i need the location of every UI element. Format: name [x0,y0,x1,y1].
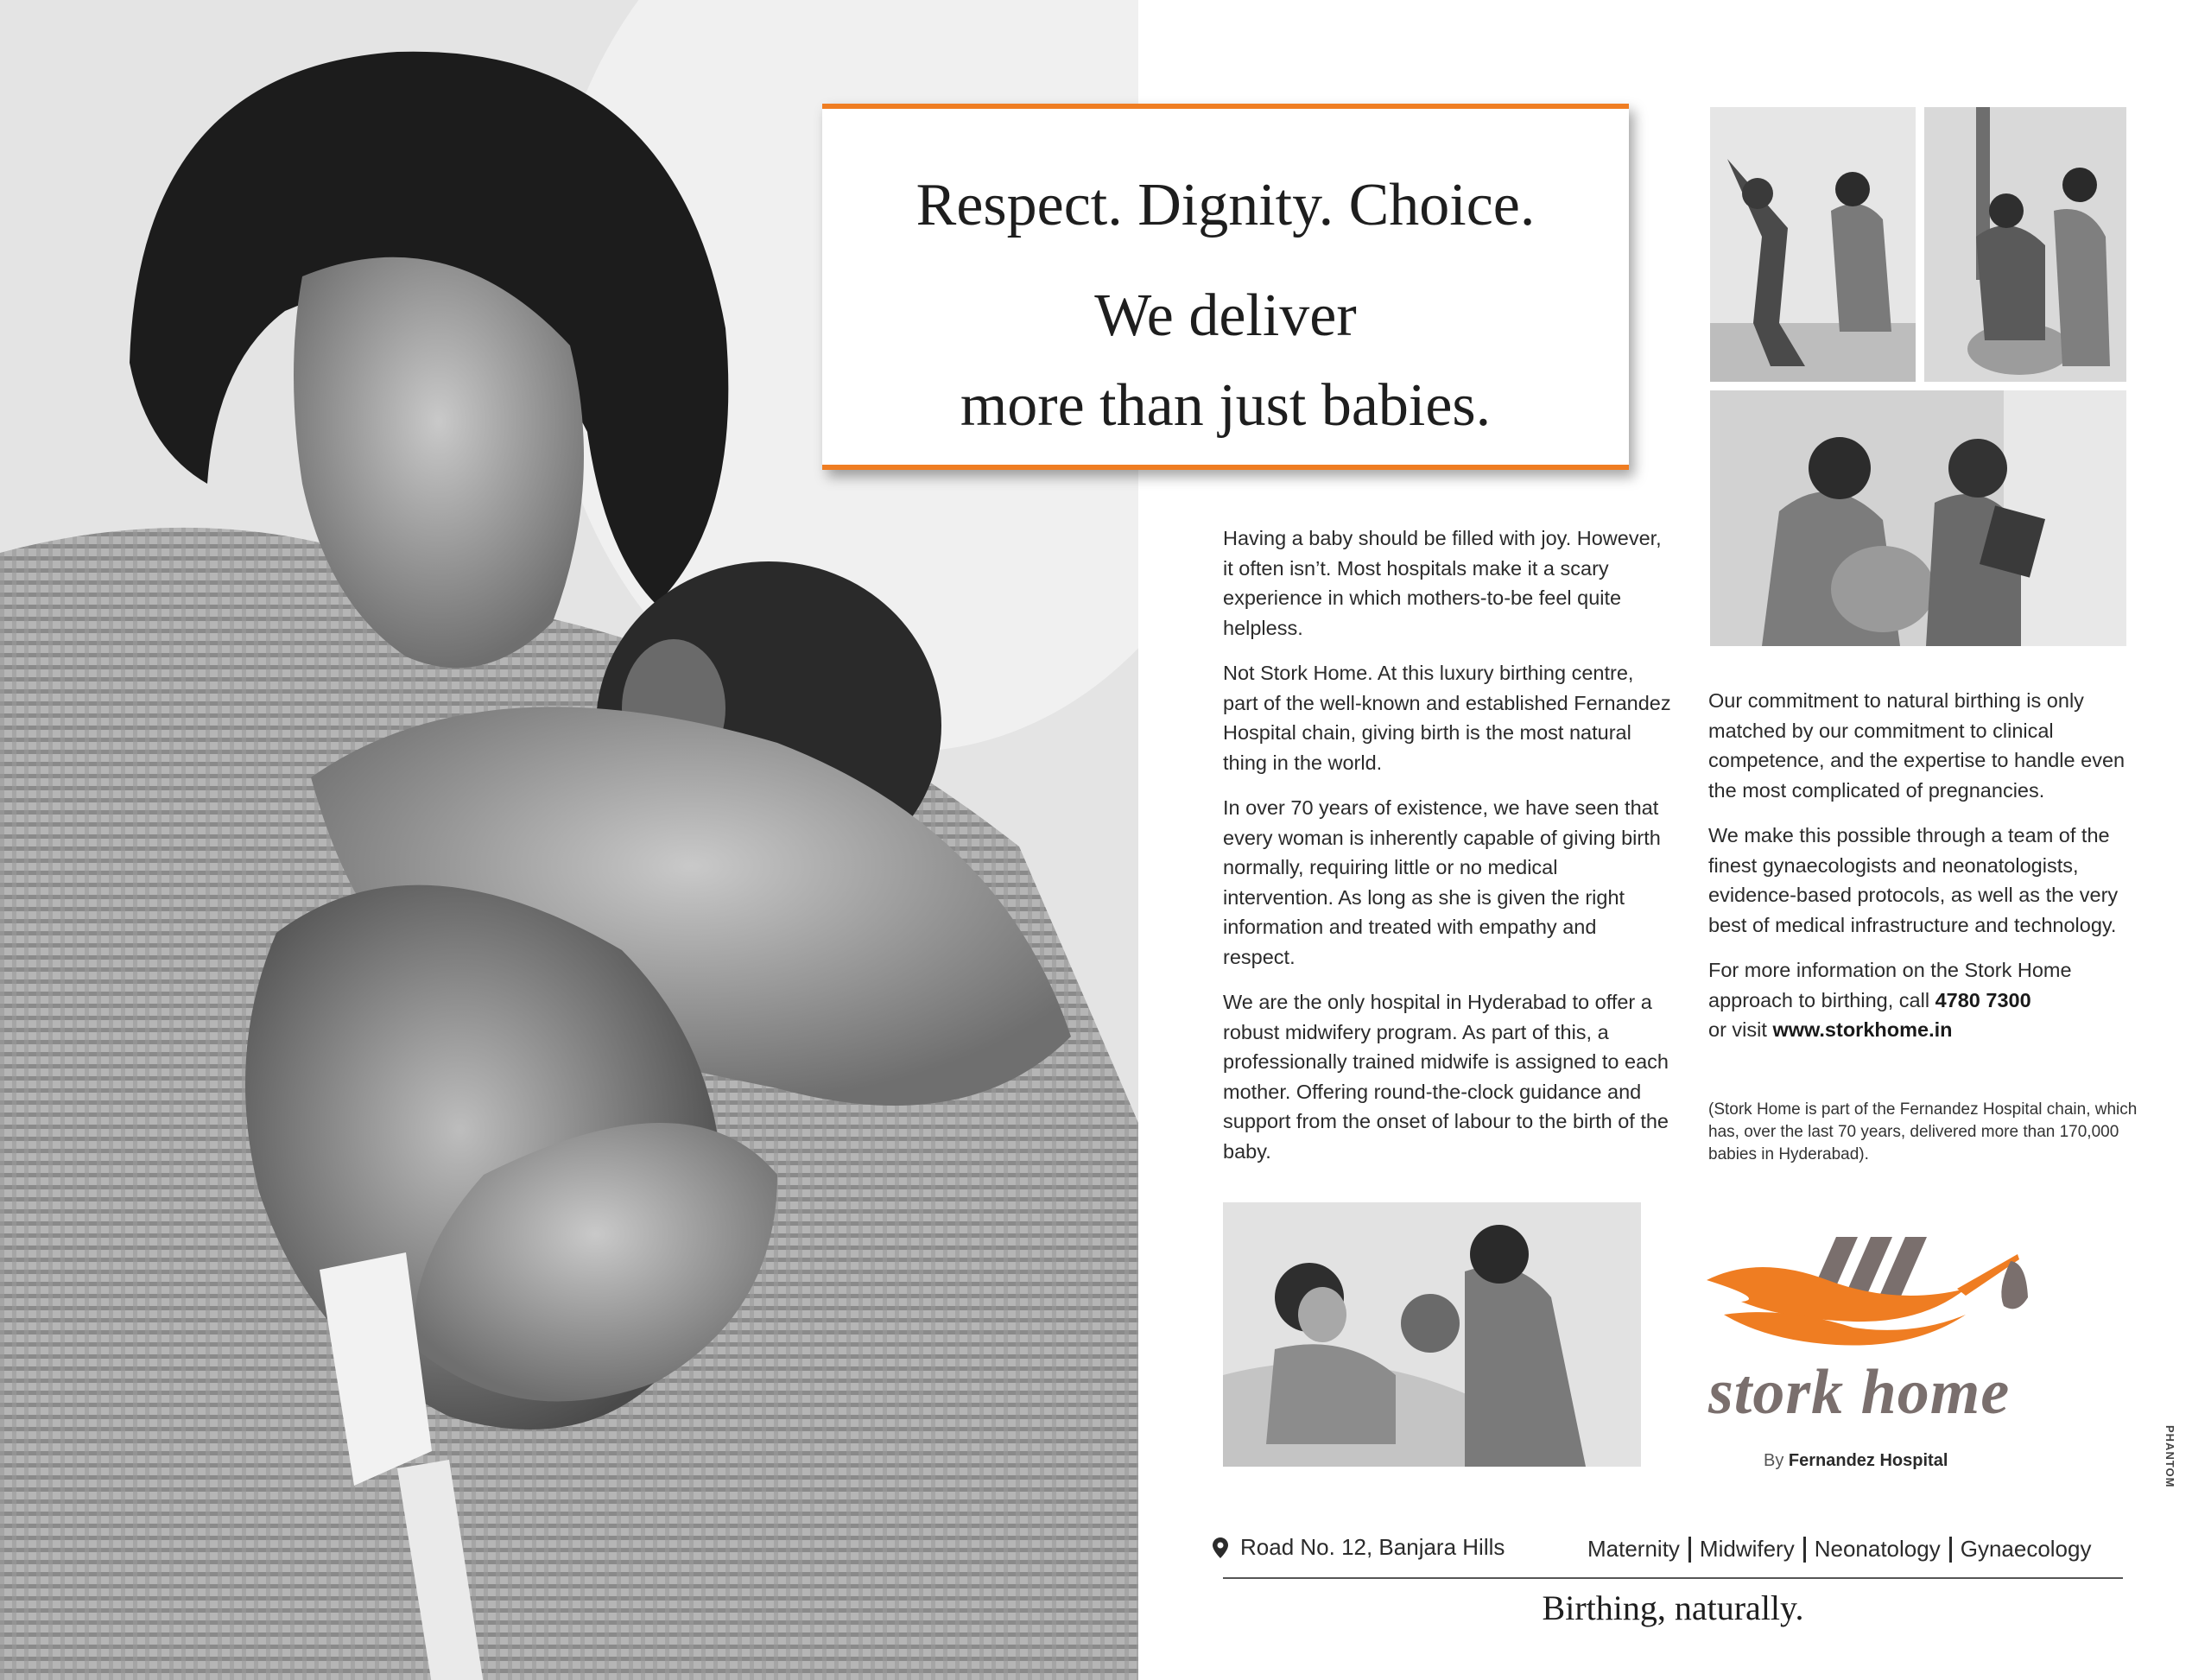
service-gynaecology: Gynaecology [1960,1536,2092,1562]
body-left-p3: In over 70 years of existence, we have seen that every woman is inherently capable of giving birth normally, requiring little or no medical intervention. As long as she is given the right information and treated with empathy and respect. [1223,796,1661,968]
logo-byline [1764,1451,1948,1471]
photo-midwife-newborn [1223,1202,1641,1467]
photo-birthing-ball [1924,107,2126,382]
body-right-p1: Our commitment to natural birthing is only matched by our commitment to clinical competence, and the expertise to handle even the most complicated of pregnancies. [1708,689,2125,802]
location-pin-icon [1213,1537,1228,1558]
service-neonatology: Neonatology [1814,1536,1941,1562]
headline-box [822,104,1629,470]
service-midwifery: Midwifery [1699,1536,1795,1562]
body-right-p2: We make this possible through a team of the finest gynaecologists and neonatologists, evidence-based protocols, as well as the very best of medical infrastructure and technology. [1708,824,2119,936]
contact-text: For more information on the Stork Home approach to birthing, call [1708,959,2072,1011]
stork-logo-mark [1707,1220,2052,1349]
service-divider [1949,1537,1952,1563]
disclaimer: (Stork Home is part of the Fernandez Hospital chain, which has, over the last 70 years, delivered more than 170,000 babies in Hyderabad). [1708,1100,2138,1163]
website-link[interactable]: www.storkhome.in [1772,1018,1953,1041]
logo-by: By [1764,1451,1784,1470]
visit-text: or visit [1708,1018,1767,1041]
headline-line3: more than just babies. [960,372,1492,439]
body-left-p1: Having a baby should be filled with joy. However, it often isn’t. Most hospitals make it a scary experience in which mothers-to-be feel quite helpless. [1223,527,1662,639]
logo-parent: Fernandez Hospital [1788,1451,1948,1470]
service-maternity: Maternity [1587,1536,1680,1562]
address-text: Road No. 12, Banjara Hills [1240,1534,1505,1560]
body-copy-right [1708,686,2157,1061]
phone-number[interactable]: 4780 7300 [1935,988,2031,1011]
services-list [1587,1536,2091,1563]
photo-consultation-tablet [1710,390,2126,646]
footer-divider [1223,1577,2123,1579]
body-right-p3 [1708,955,2157,1045]
photo-stretching-exercise [1710,107,1916,382]
service-divider [1688,1537,1691,1563]
logo-wordmark: stork home [1708,1357,2011,1428]
address-line [1213,1534,1505,1561]
tagline: Birthing, naturally. [1542,1588,1804,1627]
headline-line2-3 [822,271,1629,451]
body-left-p4: We are the only hospital in Hyderabad to offer a robust midwifery program. As part of this, a professionally trained midwife is assigned to each mother. Offering round-the-clock guidance and support from the onset of labour to the birth of the baby. [1223,991,1669,1163]
agency-credit: PHANTOM [2163,1425,2176,1488]
headline-line2: We deliver [1094,282,1357,349]
headline-line1: Respect. Dignity. Choice. [915,172,1536,238]
body-copy-left [1223,523,1672,1182]
body-left-p2: Not Stork Home. At this luxury birthing centre, part of the well-known and established Fernandez Hospital chain, giving birth is the most natural thing in the world. [1223,662,1671,774]
service-divider [1803,1537,1806,1563]
